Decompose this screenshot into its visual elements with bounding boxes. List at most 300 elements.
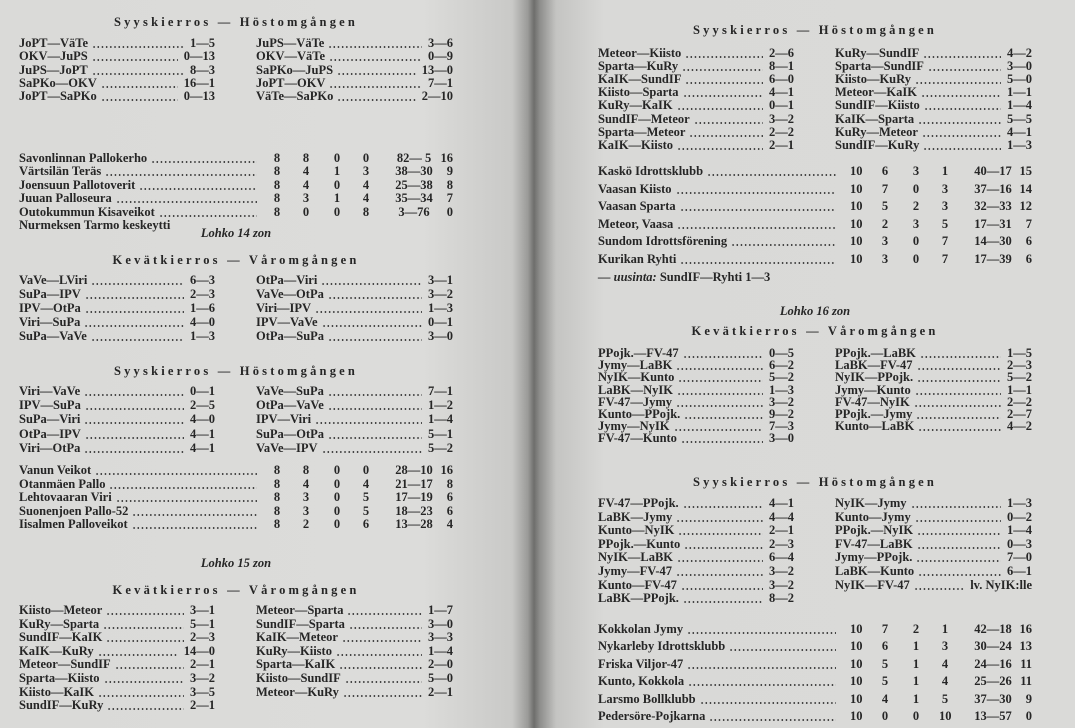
- match-teams: Kunto—FV-47: [598, 577, 677, 592]
- match-teams: SaPKo—OKV: [19, 75, 97, 90]
- stat-points: 6: [1025, 252, 1032, 266]
- dot-leader: [336, 654, 422, 656]
- stat-played: 8: [273, 177, 281, 192]
- dot-leader: [918, 574, 1001, 576]
- match-teams: PPojk.—Kunto: [598, 536, 681, 551]
- stat-goals: 18—23: [395, 503, 433, 518]
- dot-leader: [918, 122, 1001, 124]
- stat-lost: 0: [362, 151, 370, 165]
- dot-leader: [680, 209, 836, 211]
- stat-drawn: 0: [333, 490, 341, 504]
- stat-goals: 37—30: [974, 691, 1012, 706]
- team-name: Outokummun Kisaveikot: [19, 204, 155, 219]
- match-teams: LaBK—FV-47: [835, 358, 913, 373]
- stat-won: 5: [881, 674, 889, 689]
- stat-drawn: 2: [912, 622, 920, 636]
- dot-leader: [685, 56, 763, 58]
- match-score: 1—6: [190, 301, 215, 315]
- match-teams: KaIK—Kiisto: [598, 137, 674, 152]
- match-score: 0—1: [428, 315, 453, 329]
- stat-won: 4: [881, 691, 889, 706]
- match-teams: Meteor—SundIF: [19, 657, 111, 672]
- match-score: 1—7: [428, 603, 453, 617]
- stat-won: 3: [881, 234, 889, 249]
- match-teams: Meteor—KuRy: [256, 684, 339, 699]
- dot-leader: [689, 135, 763, 137]
- dot-leader: [115, 667, 184, 669]
- dot-leader: [915, 520, 1001, 522]
- dot-leader: [109, 487, 257, 489]
- stat-lost: 7: [941, 252, 949, 266]
- match-teams: KuRy—SundIF: [835, 46, 920, 60]
- stat-played: 8: [273, 476, 281, 491]
- match-teams: PPojk.—LaBK: [835, 346, 916, 360]
- stat-lost: 6: [362, 517, 370, 531]
- dot-leader: [139, 188, 257, 190]
- dot-leader: [676, 574, 763, 576]
- match-score: 6—1: [1007, 564, 1032, 578]
- stat-drawn: 0: [912, 709, 920, 723]
- match-teams: OKV—VäTe: [256, 49, 325, 64]
- stat-drawn: 1: [912, 639, 920, 654]
- standings-row: [19, 517, 453, 531]
- dot-leader: [347, 613, 422, 615]
- match-teams: LaBK—NyIK: [598, 382, 674, 397]
- match-score: 3—1: [190, 603, 215, 617]
- dot-leader: [921, 95, 1001, 97]
- dot-leader: [700, 702, 836, 704]
- match-score: 4—4: [769, 509, 794, 524]
- round-heading: Syyskierros — Höstomgången: [692, 23, 938, 37]
- stat-goals: 82— 5: [396, 151, 432, 165]
- match-teams: SundIF—KaIK: [19, 630, 103, 645]
- match-teams: NyIK—PPojk.: [835, 370, 914, 385]
- stat-goals: 25—26: [974, 674, 1012, 689]
- dot-leader: [682, 69, 763, 71]
- dot-leader: [914, 588, 964, 590]
- match-row: [19, 287, 215, 302]
- stat-drawn: 0: [912, 181, 920, 196]
- dot-leader: [345, 681, 422, 683]
- stat-won: 5: [881, 656, 889, 671]
- dot-leader: [709, 719, 836, 721]
- stat-goals: 25—38: [395, 177, 433, 192]
- dot-leader: [315, 422, 422, 424]
- match-teams: FV-47—PPojk.: [598, 496, 679, 510]
- stat-drawn: 0: [333, 151, 341, 165]
- match-teams: PPojk.—FV-47: [598, 346, 679, 360]
- stat-played: 8: [273, 503, 281, 518]
- team-name: Nykarleby Idrottsklubb: [598, 639, 726, 654]
- match-teams: SundIF—KuRy: [19, 698, 104, 713]
- match-score: 4—2: [1007, 46, 1032, 60]
- dot-leader: [684, 547, 763, 549]
- match-teams: Sparta—SundIF: [835, 59, 924, 74]
- match-teams: Jymy—LaBK: [598, 358, 673, 373]
- match-score: 4—1: [190, 440, 215, 455]
- dot-leader: [337, 73, 416, 75]
- team-name: Iisalmen Palloveikot: [19, 517, 128, 531]
- match-score: 0—3: [1007, 536, 1032, 551]
- dot-leader: [922, 135, 1001, 137]
- match-score: 7—1: [428, 75, 453, 90]
- stat-goals: 13—57: [974, 709, 1012, 723]
- stat-drawn: 0: [333, 517, 341, 531]
- match-score: 2—7: [1007, 407, 1032, 421]
- match-score: 4—1: [769, 496, 794, 510]
- stat-lost: 4: [362, 476, 370, 491]
- match-teams: OtPa—SuPa: [256, 329, 325, 343]
- match-score: 1—1: [1007, 382, 1032, 397]
- match-score: 3—3: [428, 630, 453, 645]
- stat-drawn: 0: [333, 476, 341, 491]
- match-teams: Kiisto—SundIF: [256, 671, 341, 685]
- team-name: Joensuun Pallotoverit: [19, 177, 136, 192]
- dot-leader: [677, 560, 763, 562]
- match-score: 3—2: [190, 671, 215, 685]
- dot-leader: [84, 394, 184, 396]
- match-score: 0—2: [1007, 509, 1032, 524]
- match-score: 2—5: [190, 398, 215, 413]
- stat-drawn: 0: [912, 252, 920, 266]
- stat-lost: 8: [362, 204, 370, 219]
- match-teams: KuRy—Meteor: [835, 124, 918, 139]
- dot-leader: [116, 201, 257, 203]
- stat-goals: 37—16: [974, 181, 1012, 196]
- match-row: [19, 441, 215, 456]
- match-teams: JoPT—OKV: [256, 75, 326, 90]
- dot-leader: [104, 681, 184, 683]
- stat-points: 14: [1019, 181, 1032, 196]
- stat-points: 9: [446, 164, 453, 179]
- match-score: 3—2: [769, 111, 794, 126]
- stat-played: 8: [273, 164, 281, 179]
- match-row: [256, 441, 453, 456]
- stat-drawn: 1: [912, 691, 920, 706]
- match-teams: Kiisto—Meteor: [19, 603, 103, 617]
- match-row: [256, 427, 453, 442]
- stat-drawn: 1: [333, 164, 341, 179]
- dot-leader: [676, 192, 836, 194]
- stat-won: 8: [302, 151, 310, 165]
- dot-leader: [329, 86, 422, 88]
- stat-won: 3: [881, 252, 889, 266]
- match-score: 0—13: [183, 89, 215, 104]
- standings-row: [598, 657, 1032, 671]
- stat-won: 5: [881, 199, 889, 214]
- match-teams: OtPa—IPV: [19, 426, 81, 441]
- dot-leader: [103, 627, 184, 629]
- round-heading: Syyskierros — Höstomgången: [692, 475, 938, 489]
- zone-title: Lohko 14 zon: [200, 226, 272, 240]
- match-score: 4—0: [190, 412, 215, 427]
- match-teams: PPojk.—NyIK: [835, 523, 914, 538]
- match-teams: Meteor—Sparta: [256, 603, 344, 617]
- match-score: 5—2: [1007, 370, 1032, 385]
- stat-lost: 1: [941, 164, 949, 178]
- team-name: Kurikan Ryhti: [598, 252, 677, 266]
- stat-drawn: 0: [333, 463, 341, 477]
- stat-goals: 3—76: [398, 204, 430, 219]
- match-score: 2—3: [190, 630, 215, 645]
- team-name: Kokkolan Jymy: [598, 622, 684, 636]
- dot-leader: [928, 69, 1001, 71]
- match-score: 1—4: [1007, 523, 1032, 538]
- dot-leader: [677, 227, 836, 229]
- match-score: 14—0: [183, 643, 215, 658]
- match-score: 8—3: [190, 62, 215, 77]
- stat-played: 8: [273, 151, 281, 165]
- stat-drawn: 2: [912, 199, 920, 214]
- stat-won: 4: [302, 164, 310, 179]
- standings-row: [19, 191, 453, 205]
- note-text: Nurmeksen Tarmo keskeytti: [19, 218, 171, 232]
- team-name: Pedersöre-Pojkarna: [598, 709, 706, 723]
- match-teams: Viri—OtPa: [19, 440, 81, 455]
- match-score: 2—1: [769, 137, 794, 152]
- match-teams: KuRy—Sparta: [19, 616, 100, 631]
- match-score: 2—6: [769, 46, 794, 60]
- match-teams: Jymy—PPojk.: [835, 550, 913, 565]
- match-teams: IPV—SuPa: [19, 398, 81, 413]
- match-teams: SuPa—Viri: [19, 412, 81, 427]
- match-score: 3—0: [428, 329, 453, 343]
- dot-leader: [342, 640, 422, 642]
- stat-played: 10: [850, 639, 863, 654]
- match-score: 3—2: [769, 577, 794, 592]
- match-score: 2—0: [428, 657, 453, 672]
- stat-won: 6: [881, 164, 889, 178]
- match-teams: JoPT—VäTe: [19, 36, 88, 50]
- match-score: 2—3: [1007, 358, 1032, 373]
- dot-leader: [731, 244, 836, 246]
- standings-row: [19, 504, 453, 518]
- match-row: [598, 138, 794, 153]
- stat-lost: 1: [941, 622, 949, 636]
- match-score: 1—4: [428, 412, 453, 427]
- standings-row: [598, 164, 1032, 178]
- right-page: [540, 0, 1075, 728]
- stat-drawn: 1: [912, 674, 920, 689]
- match-score: 8—2: [769, 591, 794, 606]
- stat-points: 7: [446, 191, 453, 206]
- match-teams: KuRy—Kiisto: [256, 643, 332, 658]
- dot-leader: [676, 520, 763, 522]
- match-score: 0—13: [183, 49, 215, 64]
- round-heading: Kevätkierros — Våromgången: [112, 253, 360, 267]
- match-score: 3—6: [428, 36, 453, 50]
- match-teams: JuPS—VäTe: [256, 36, 325, 50]
- dot-leader: [92, 59, 178, 61]
- match-teams: SuPa—OtPa: [256, 426, 325, 441]
- stat-drawn: 3: [912, 164, 920, 178]
- match-score: 1—2: [428, 398, 453, 413]
- match-score: 5—1: [190, 616, 215, 631]
- match-teams: VaVe—LViri: [19, 273, 88, 287]
- standings-row: [598, 252, 1032, 266]
- stat-points: 13: [1019, 639, 1032, 654]
- standings-row: [19, 151, 453, 165]
- match-teams: KaIK—KuRy: [19, 643, 94, 658]
- standings-row: [598, 709, 1032, 723]
- stat-played: 10: [850, 622, 863, 636]
- match-teams: SundIF—Sparta: [256, 616, 345, 631]
- standings-row: [598, 217, 1032, 231]
- match-teams: NyIK—Jymy: [835, 496, 907, 510]
- dot-leader: [677, 148, 763, 150]
- match-score: 5—0: [428, 671, 453, 685]
- stat-won: 2: [302, 517, 310, 531]
- match-row: [256, 287, 453, 302]
- match-score: 6—4: [769, 550, 794, 565]
- round-heading: Syyskierros — Höstomgången: [113, 15, 359, 29]
- dot-leader: [322, 325, 422, 327]
- dot-leader: [917, 533, 1001, 535]
- match-teams: Kunto—PPojk.: [598, 407, 681, 421]
- match-teams: Viri—IPV: [256, 301, 312, 315]
- match-score: 16—1: [183, 75, 215, 90]
- match-row: [256, 412, 453, 427]
- stat-drawn: 3: [912, 216, 920, 231]
- dot-leader: [106, 640, 184, 642]
- match-teams: SundIF—Meteor: [598, 111, 690, 126]
- stat-goals: 30—24: [974, 639, 1012, 654]
- match-teams: LaBK—PPojk.: [598, 591, 679, 606]
- match-row: [19, 301, 215, 316]
- dot-leader: [91, 283, 184, 285]
- stat-lost: 4: [362, 191, 370, 206]
- stat-played: 10: [850, 656, 863, 671]
- stat-goals: 38—30: [395, 164, 433, 179]
- dot-leader: [685, 82, 763, 84]
- dot-leader: [681, 441, 763, 443]
- match-score: 13—0: [421, 62, 453, 77]
- stat-won: 4: [302, 177, 310, 192]
- match-score: 2—2: [769, 124, 794, 139]
- match-teams: SundIF—KuRy: [835, 137, 920, 152]
- match-teams: SaPKo—JuPS: [256, 62, 334, 77]
- stat-points: 4: [446, 517, 453, 531]
- match-teams: Kiisto—Sparta: [598, 85, 679, 100]
- match-row: [256, 315, 453, 330]
- dot-leader: [687, 632, 836, 634]
- stat-points: 16: [1019, 622, 1032, 636]
- dot-leader: [337, 99, 415, 101]
- dot-leader: [105, 174, 257, 176]
- match-teams: OKV—JuPS: [19, 49, 88, 64]
- team-name: Kunto, Kokkola: [598, 674, 685, 689]
- stat-points: 7: [1025, 216, 1032, 231]
- standings-row: [598, 199, 1032, 213]
- dot-leader: [85, 408, 184, 410]
- match-score: 1—3: [190, 329, 215, 343]
- match-score: 4—1: [190, 426, 215, 441]
- standings-row: [598, 692, 1032, 706]
- stat-points: 6: [446, 490, 453, 504]
- stat-played: 10: [850, 234, 863, 249]
- dot-leader: [688, 684, 836, 686]
- match-teams: JoPT—SaPKo: [19, 89, 97, 104]
- dot-leader: [91, 339, 184, 341]
- match-row: [256, 398, 453, 413]
- stat-goals: 24—16: [974, 656, 1012, 671]
- stat-points: 16: [440, 151, 453, 165]
- stat-goals: 17—39: [974, 252, 1012, 266]
- dot-leader: [707, 174, 836, 176]
- match-teams: SuPa—IPV: [19, 287, 81, 301]
- stat-goals: 32—33: [974, 199, 1012, 214]
- stat-goals: 17—31: [974, 216, 1012, 231]
- stat-played: 10: [850, 216, 863, 231]
- dot-leader: [132, 527, 257, 529]
- stat-played: 10: [850, 164, 863, 178]
- stat-lost: 3: [362, 164, 370, 179]
- stat-won: 8: [302, 463, 310, 477]
- stat-played: 10: [850, 181, 863, 196]
- stat-lost: 0: [362, 463, 370, 477]
- standings-row: [19, 477, 453, 491]
- team-name: Larsmo Bollklubb: [598, 691, 696, 706]
- stat-points: 12: [1019, 199, 1032, 214]
- stat-points: 0: [446, 204, 453, 219]
- dot-leader: [98, 695, 184, 697]
- match-score: 0—5: [769, 346, 794, 360]
- match-teams: VaVe—SuPa: [256, 384, 324, 398]
- match-row: [835, 138, 1032, 153]
- standings-note: [598, 270, 770, 285]
- dot-leader: [106, 613, 184, 615]
- dot-leader: [329, 59, 422, 61]
- dot-leader: [98, 654, 178, 656]
- dot-leader: [116, 500, 257, 502]
- match-score: 3—5: [190, 684, 215, 699]
- dot-leader: [683, 506, 763, 508]
- dot-leader: [84, 451, 184, 453]
- team-name: Värtsilän Teräs: [19, 164, 102, 179]
- round-heading: Kevätkierros — Våromgången: [112, 583, 360, 597]
- round-heading: Kevätkierros — Våromgången: [691, 324, 939, 338]
- dot-leader: [321, 283, 422, 285]
- match-row: [598, 591, 794, 606]
- match-row: [256, 89, 453, 104]
- zone-title: Lohko 15 zon: [200, 556, 272, 570]
- match-teams: VaVe—IPV: [256, 440, 318, 455]
- stat-drawn: 1: [333, 191, 341, 206]
- match-teams: FV-47—NyIK: [835, 394, 910, 409]
- match-row: [256, 273, 453, 288]
- stat-lost: 4: [362, 177, 370, 192]
- match-teams: SundIF—Kiisto: [835, 98, 920, 113]
- dot-leader: [328, 46, 422, 48]
- stat-won: 3: [302, 191, 310, 206]
- dot-leader: [918, 429, 1001, 431]
- match-row: [19, 698, 215, 713]
- match-score: 7—1: [428, 384, 453, 398]
- match-teams: PPojk.—Jymy: [835, 407, 913, 421]
- match-score: 9—2: [769, 407, 794, 421]
- team-name: Kaskö Idrottsklubb: [598, 164, 704, 178]
- match-score: 7—0: [1007, 550, 1032, 565]
- left-page: [0, 0, 528, 728]
- match-teams: IPV—VaVe: [256, 315, 318, 329]
- dot-leader: [916, 560, 1001, 562]
- match-score: 3—0: [769, 431, 794, 446]
- match-score: 2—1: [428, 684, 453, 699]
- match-score: 3—2: [428, 287, 453, 301]
- standings-row: [598, 639, 1032, 653]
- dot-leader: [85, 437, 184, 439]
- standings-row: [19, 205, 453, 219]
